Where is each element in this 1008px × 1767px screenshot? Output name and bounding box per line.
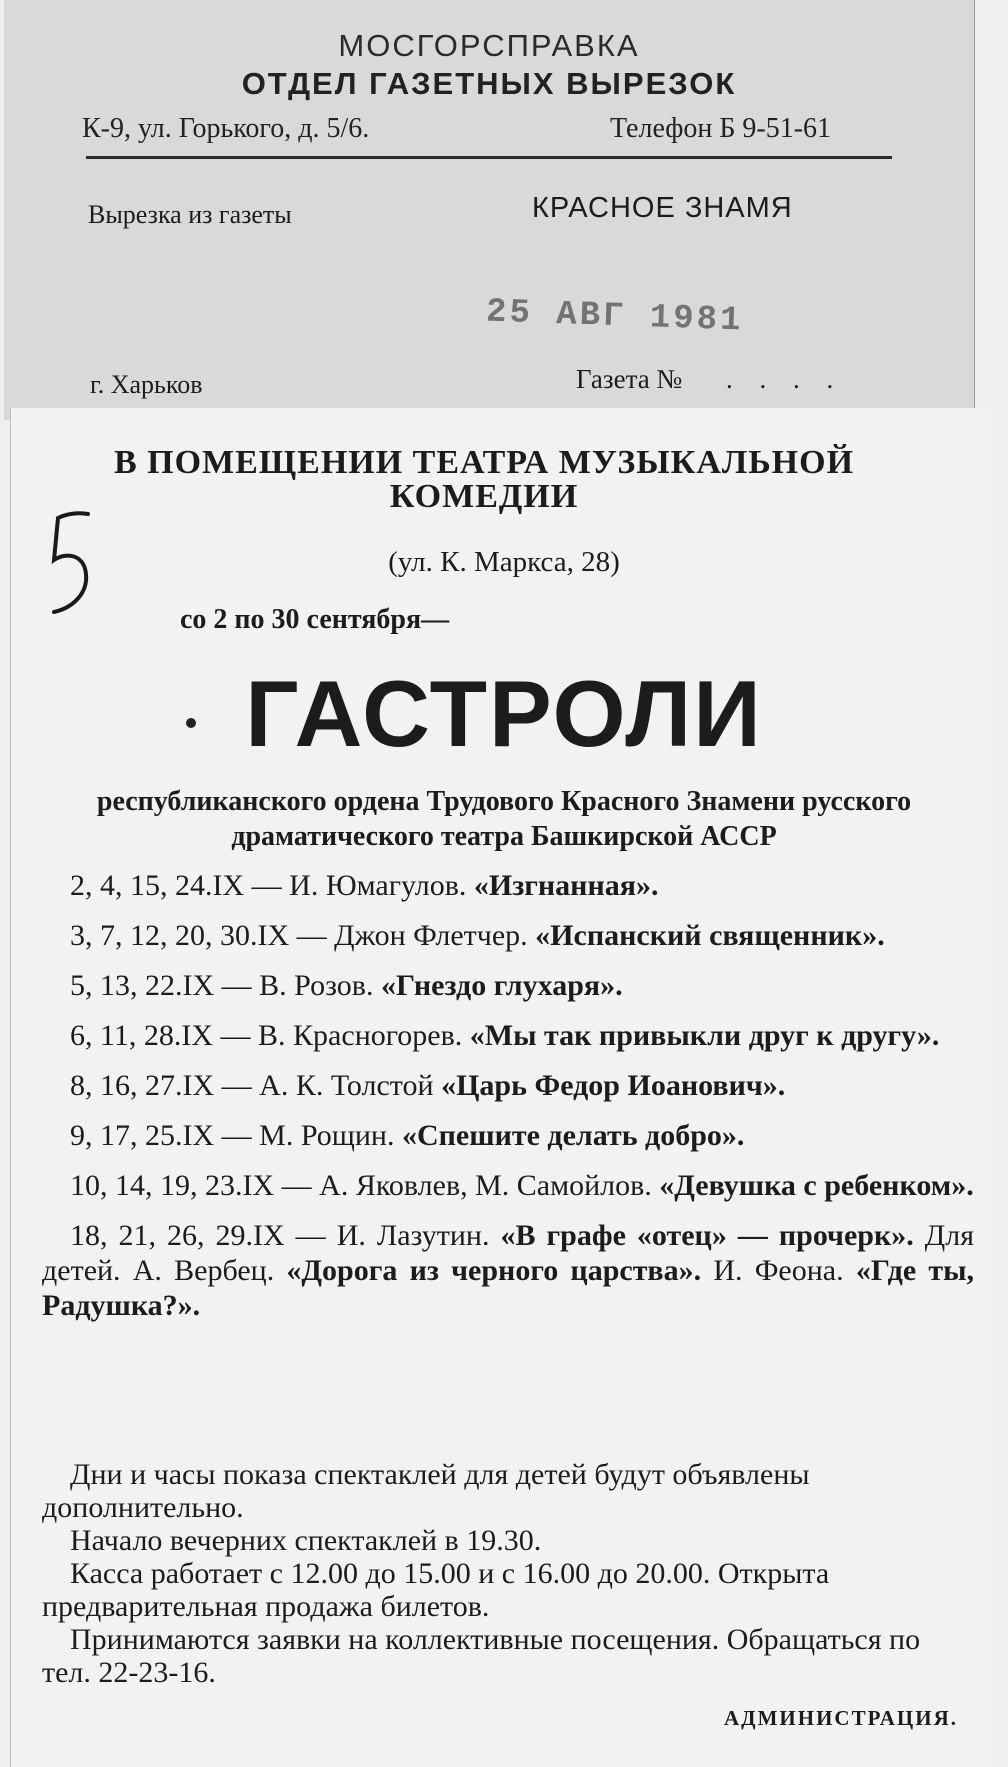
- repertoire-list: [42, 868, 974, 1338]
- play-title: «Где ты, Радушка?».: [42, 1254, 975, 1322]
- venue-address: (ул. К. Маркса, 28): [388, 546, 620, 578]
- list-item: [42, 968, 974, 1003]
- date-stamp: 25 АВГ 1981: [485, 293, 745, 341]
- headline: ГАСТРОЛИ: [245, 661, 763, 766]
- signature: АДМИНИСТРАЦИЯ.: [723, 1706, 958, 1730]
- list-item: [42, 868, 974, 903]
- org-name: МОСГОРСПРАВКА: [338, 28, 640, 63]
- venue-heading: В ПОМЕЩЕНИИ ТЕАТРА МУЗЫКАЛЬНОЙ КОМЕДИИ: [113, 444, 855, 515]
- tour-dates: со 2 по 30 сентября—: [180, 604, 450, 635]
- performance-dates: 3, 7, 12, 20, 30.IX — Джон Флетчер.: [70, 919, 528, 952]
- performance-dates: 5, 13, 22.IX — В. Розов.: [70, 969, 374, 1002]
- play-title: «Спешите делать добро».: [401, 1119, 745, 1152]
- notice-line: Принимаются заявки на коллективные посещения. Обращаться по тел. 22-23-16.: [42, 1623, 921, 1689]
- list-item: [42, 1168, 974, 1203]
- clipping-service-header: [4, 0, 975, 420]
- org-phone: Телефон Б 9-51-61: [610, 113, 832, 144]
- performance-dates: 10, 14, 19, 23.IX — А. Яковлев, М. Самойлов.: [70, 1169, 652, 1202]
- org-address: К-9, ул. Горького, д. 5/6.: [82, 113, 370, 144]
- newspaper-number-label: Газета №: [576, 364, 683, 394]
- list-item: [42, 1218, 974, 1323]
- notice-line: Начало вечерних спектаклей в 19.30.: [70, 1524, 542, 1557]
- performance-dates: 9, 17, 25.IX — М. Рощин.: [70, 1119, 395, 1152]
- children-note: Для детей. А. Вербец.: [42, 1219, 975, 1287]
- troupe-name: республиканского ордена Трудового Красного Знамени русского драматического театра Башкирской АССР: [96, 786, 912, 852]
- performance-dates: 8, 16, 27.IX — А. К. Толстой: [70, 1069, 434, 1102]
- play-title: «В графе «отец» — прочерк».: [500, 1219, 914, 1252]
- play-title: «Царь Федор Иоанович».: [441, 1069, 786, 1102]
- newspaper-name: КРАСНОЕ ЗНАМЯ: [532, 192, 793, 224]
- play-title: «Испанский священник».: [535, 919, 885, 952]
- notice-line: Дни и часы показа спектаклей для детей будут объявлены дополнительно.: [42, 1458, 810, 1524]
- list-item: [42, 1068, 974, 1103]
- performance-dates: 6, 11, 28.IX — В. Красногорев.: [70, 1019, 463, 1052]
- list-item: [42, 1118, 974, 1153]
- list-item: [42, 1018, 974, 1053]
- header-divider: [86, 156, 892, 159]
- author-name: И. Феона.: [713, 1254, 844, 1287]
- performance-dates: 2, 4, 15, 24.IX — И. Юмагулов.: [70, 869, 467, 902]
- performance-dates: 18, 21, 26, 29.IX — И. Лазутин.: [70, 1219, 490, 1252]
- list-item: [42, 918, 974, 953]
- notice-line: Касса работает с 12.00 до 15.00 и с 16.00 до 20.00. Открыта предварительная продажа билетов.: [42, 1557, 830, 1623]
- play-title: «Девушка с ребенком».: [659, 1169, 974, 1202]
- play-title: «Дорога из черного царства».: [286, 1254, 702, 1287]
- notice-block: [42, 1458, 974, 1689]
- newspaper-number-blank: . . . .: [726, 364, 844, 394]
- cutting-label: Вырезка из газеты: [88, 200, 292, 229]
- play-title: «Изгнанная».: [473, 869, 659, 902]
- play-title: «Мы так привыкли друг к другу».: [469, 1019, 940, 1052]
- department-name: ОТДЕЛ ГАЗЕТНЫХ ВЫРЕЗОК: [241, 66, 737, 101]
- city-label: г. Харьков: [90, 370, 203, 399]
- play-title: «Гнездо глухаря».: [380, 969, 623, 1002]
